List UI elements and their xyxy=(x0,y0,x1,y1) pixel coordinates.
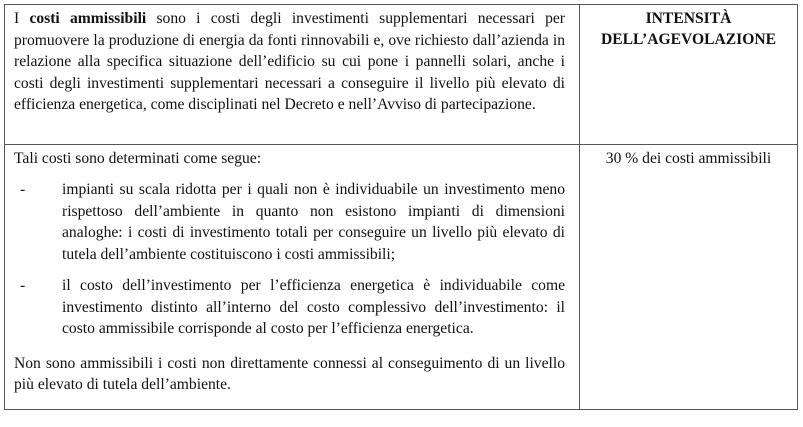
bullet-dash: - xyxy=(20,181,26,198)
eligible-costs-definition-cell xyxy=(5,5,580,145)
cost-determination-cell xyxy=(5,145,580,410)
bullet-text: impianti su scala ridotta per i quali non è individuabile un investimento meno rispettoso dell’ambiente in quanto non esistono impianti di dimensioni analoghe: i costi di investimento totali per conseguire un livello più elevato di tutela dell’ambiente costituiscono i costi ammissibili; xyxy=(62,181,565,263)
eligible-costs-table xyxy=(4,4,798,410)
table-row xyxy=(5,145,798,410)
intensity-value-cell xyxy=(580,145,798,410)
intensity-header-cell xyxy=(580,5,798,145)
bullet-dash: - xyxy=(20,277,26,294)
list-item xyxy=(14,179,565,265)
list-item xyxy=(14,275,565,340)
closing-paragraph: Non sono ammissibili i costi non direttamente connessi al conseguimento di un livello più elevato di tutela dell’ambiente. xyxy=(14,354,565,393)
definition-text: sono i costi degli investimenti supplementari necessari per promuovere la produzione di energia da fonti rinnovabili e, ove richiesto dall’azienda in relazione alla specifica situazione dell’edificio su cui pone i pannelli solari, anche i costi degli investimenti supplementari necessari a conseguire il livello più elevato di efficienza energetica, come disciplinati nel Decreto e nell’Avviso di partecipazione. xyxy=(14,10,565,113)
cost-determination-intro: Tali costi sono determinati come segue: xyxy=(14,150,262,167)
table-row xyxy=(5,5,798,145)
intensity-header-line2: DELL’AGEVOLAZIONE xyxy=(600,31,777,48)
eligible-costs-definition xyxy=(14,8,565,116)
bold-term: costi ammissibili xyxy=(29,10,147,27)
intensity-header-line1: INTENSITÀ xyxy=(645,10,732,27)
intensity-value: 30 % dei costi ammissibili xyxy=(605,150,772,167)
definition-lead: I xyxy=(14,10,30,27)
bullet-text: il costo dell’investimento per l’efficienza energetica è individuabile come investimento distinto all’interno del costo complessivo dell’investimento: il costo ammissibile corrisponde al costo per l’efficienza energetica. xyxy=(62,277,565,337)
